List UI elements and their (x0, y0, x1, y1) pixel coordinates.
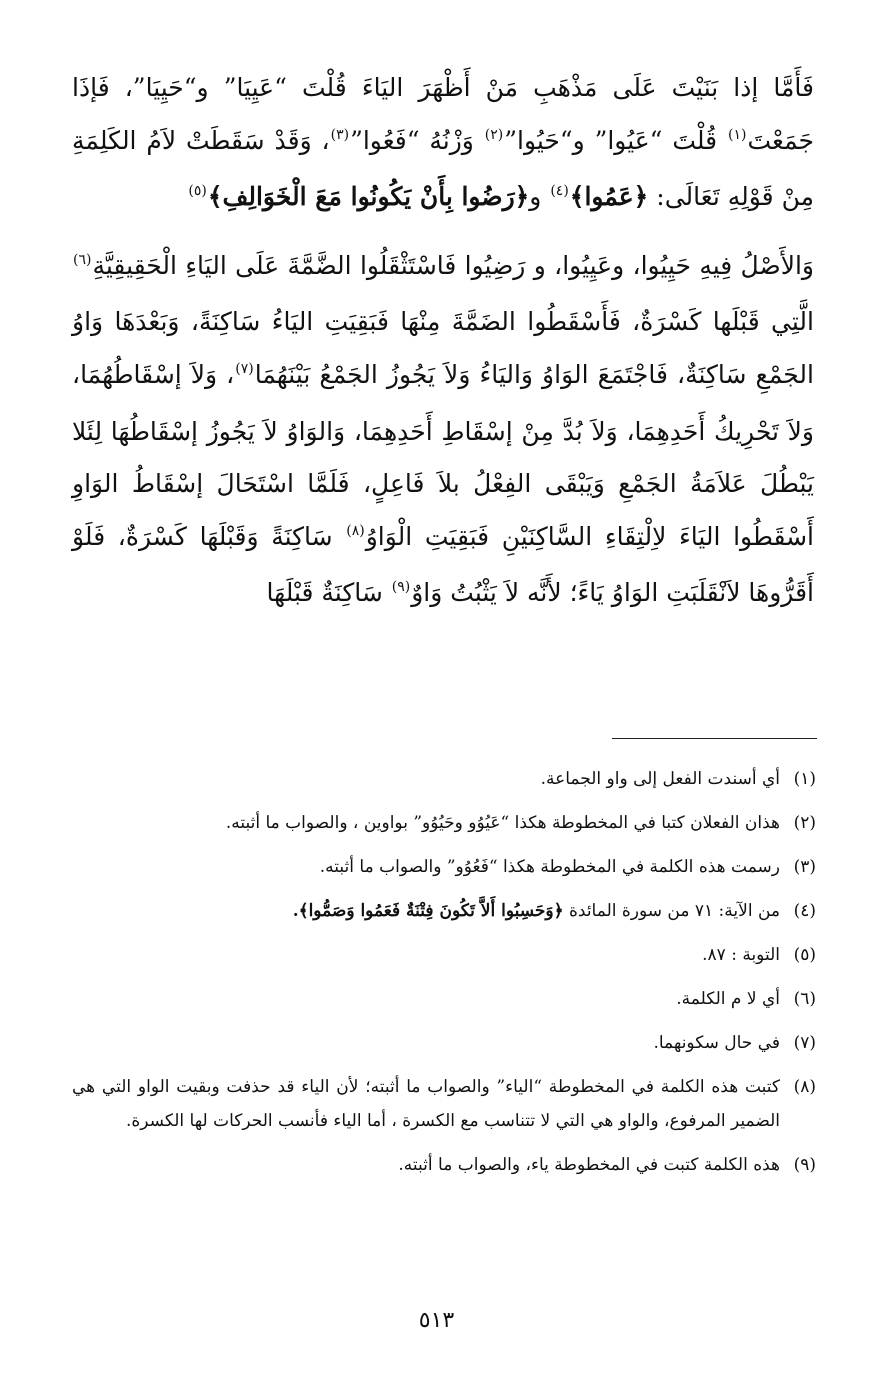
text-segment: وَالأَصْلُ فِيهِ حَيِيُوا، وعَيِيُوا، و رَضِيُوا فَاسْتَثْقَلُوا الضَّمَّةَ عَلَى اليَاءِ الْحَقِيقِيَّةِ (92, 250, 814, 280)
footnote-ref-3[interactable]: (٣) (330, 126, 350, 143)
footnote-4 (72, 894, 816, 928)
footnote-ref-7[interactable]: (٧) (235, 360, 254, 377)
footnote-number: (٧) (793, 1033, 816, 1053)
main-text (72, 62, 814, 624)
text-segment: ، وَلاَ إسْقَاطُهُمَا، وَلاَ تَحْرِيكُ أَحَدِهِمَا، وَلاَ بُدَّ مِنْ إسْقَاطِ أَحَدِهِمَا، وَالوَاوُ لاَ يَجُوزُ إسْقَاطُهَا لِئَلا يَبْطُلَ عَلاَمَةُ الجَمْعِ وَيَبْقَى الفِعْلُ بلاَ فَاعِلٍ، فَلَمَّا اسْتَحَالَ إسْقَاطُ الوَاوِ أَسْقَطُوا اليَاءَ لاِلْتِقَاءِ السَّاكِنَيْنِ فَبَقِيَتِ الْوَاوُ (72, 359, 814, 551)
paragraph-1 (72, 62, 814, 228)
footnote-text: رسمت هذه الكلمة في المخطوطة هكذا “فَعُوُو” والصواب ما أثبته. (319, 857, 780, 877)
footnote-number: (٣) (793, 857, 816, 877)
footnote-separator (612, 738, 817, 739)
quran-quote: ﴿عَمُوا﴾ (569, 182, 649, 212)
footnote-number: (٩) (793, 1155, 816, 1175)
footnote-ref-8[interactable]: (٨) (346, 522, 365, 539)
text-segment: و (529, 182, 550, 212)
footnote-text: أي لا م الكلمة. (676, 989, 780, 1009)
text-segment: فَأَمَّا إذا بَنَيْتَ عَلَى مَذْهَبِ مَنْ أَظْهَرَ اليَاءَ قُلْتَ “عَيِيَا” و“حَيِيَا”، فَإذَا جَمَعْتَ (72, 73, 814, 155)
footnote-ref-2[interactable]: (٢) (484, 126, 504, 143)
footnote-7 (72, 1026, 816, 1060)
footnote-text: في حال سكونهما. (653, 1033, 780, 1053)
text-segment: الَّتِي قَبْلَها كَسْرَةٌ، فَأَسْقَطُوا الضَمَّةَ مِنْهَا فَبَقِيَتِ اليَاءُ سَاكِنَةً، وَبَعْدَهَا وَاوُ الجَمْعِ سَاكِنَةٌ، فَاجْتَمَعَ الوَاوُ وَاليَاءُ وَلاَ يَجُوزُ الجَمْعُ بَيْنَهُمَا (72, 307, 814, 389)
footnote-text: كتبت هذه الكلمة في المخطوطة “الياء” والصواب ما أثبته؛ لأن الياء قد حذفت وبقيت الواو التي هي الضمير المرفوع، والواو هي التي لا تتناسب مع الكسرة ، أما الياء فأنسب الحركات لها الكسرة. (72, 1077, 780, 1131)
footnotes-section (72, 762, 816, 1192)
footnote-6 (72, 982, 816, 1016)
footnote-text: هذان الفعلان كتبا في المخطوطة هكذا “عَيُوُو وحَيُوُو” بواوين ، والصواب ما أثبته. (225, 813, 780, 833)
footnote-ref-4[interactable]: (٤) (550, 183, 569, 200)
text-segment: قُلْتَ “عَيُوا” و“حَيُوا” (504, 125, 727, 155)
footnote-ref-9[interactable]: (٩) (391, 579, 411, 596)
footnote-5 (72, 938, 816, 972)
footnote-ref-6[interactable]: (٦) (73, 251, 92, 268)
footnote-number: (٨) (793, 1077, 816, 1097)
footnote-text: من الآية: ٧١ من سورة المائدة (563, 901, 780, 921)
footnote-number: (٥) (793, 945, 816, 965)
footnote-number: (٢) (793, 813, 816, 833)
quran-quote: ﴿رَضُوا بِأَنْ يَكُونُوا مَعَ الْخَوَالِفِ﴾ (207, 182, 530, 212)
footnote-text: هذه الكلمة كتبت في المخطوطة ياء، والصواب ما أثبته. (398, 1155, 780, 1175)
footnote-ref-1[interactable]: (١) (728, 126, 747, 143)
text-segment: سَاكِنَةٌ قَبْلَهَا (266, 578, 391, 608)
footnote-8 (72, 1070, 816, 1138)
footnote-text: التوبة : ٨٧. (702, 945, 780, 965)
page-number: ٥١٣ (418, 1308, 455, 1333)
footnote-2 (72, 806, 816, 840)
text-segment: سَاكِنَةً وَقَبْلَهَا كَسْرَةٌ، فَلَوْ أَقَرُّوهَا لاَنْقَلَبَتِ الوَاوُ يَاءً؛ لأَنَّه لاَ يَثْبُتُ وَاوٌ (72, 521, 814, 608)
footnote-1 (72, 762, 816, 796)
footnote-3 (72, 850, 816, 884)
footnote-number: (١) (793, 769, 816, 789)
footnote-9 (72, 1148, 816, 1182)
footnote-text: أي أسندت الفعل إلى واو الجماعة. (540, 769, 780, 789)
footnote-number: (٦) (793, 989, 816, 1009)
footnote-number: (٤) (793, 901, 816, 921)
quran-quote: ﴿وَحَسِبُوا أَلاَّ تَكُونَ فِتْنَةٌ فَعَمُوا وَصَمُّوا﴾. (292, 901, 564, 921)
paragraph-2 (72, 240, 814, 624)
text-segment: ، وَقَدْ سَقَطَتْ لاَمُ الكَلِمَةِ مِنْ قَوْلِهِ تَعَالَى: (72, 125, 814, 212)
footnote-ref-5[interactable]: (٥) (188, 183, 207, 200)
text-segment: وَزْنُهُ “فَعُوا” (350, 125, 484, 155)
